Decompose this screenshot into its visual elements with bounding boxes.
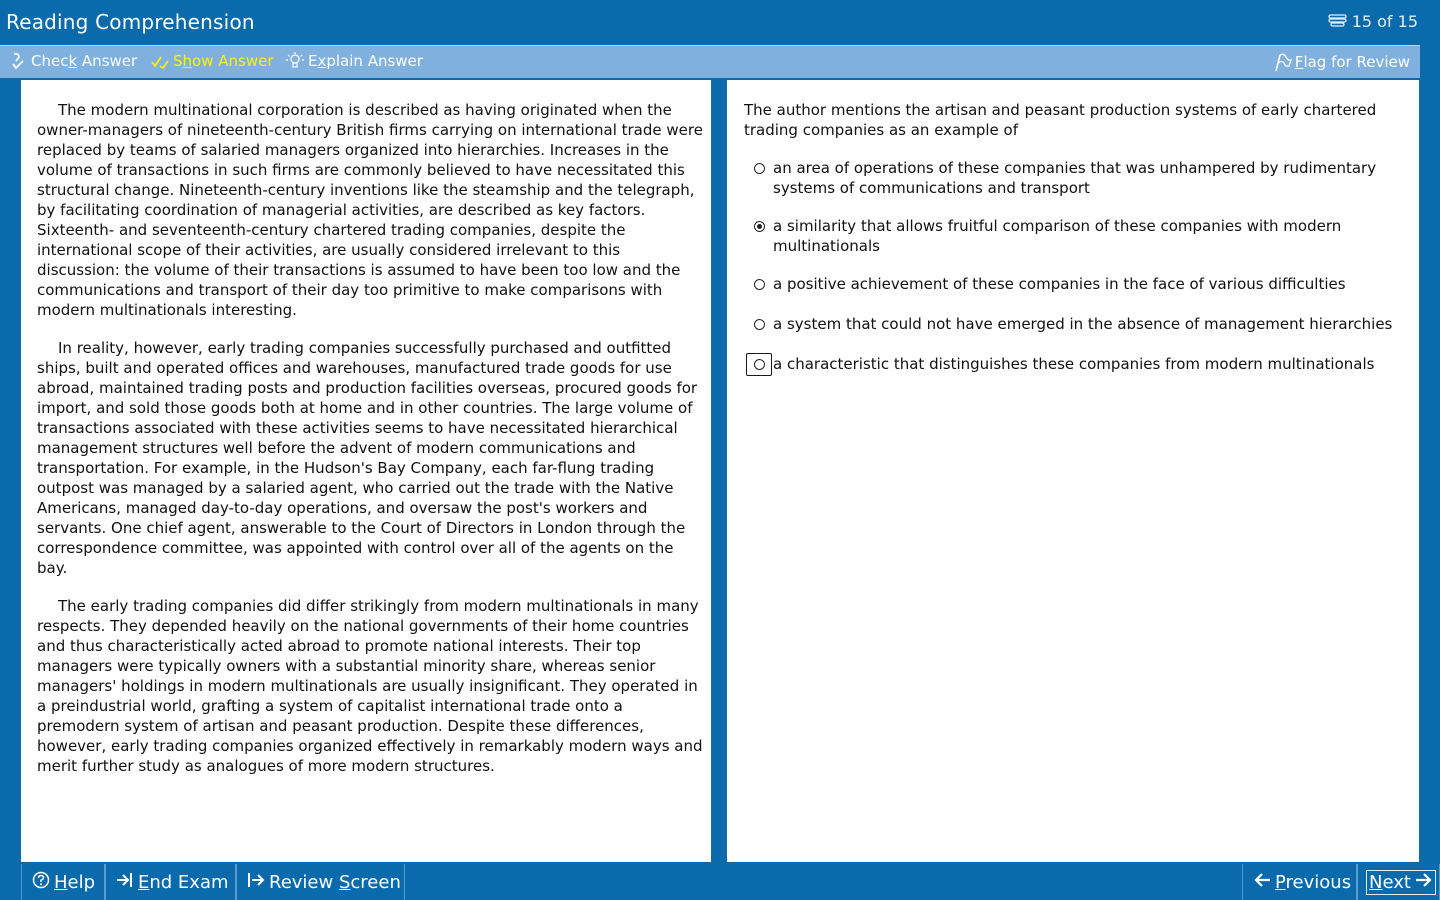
question-stem: The author mentions the artisan and peasant production systems of early chartered trading companies as an example of	[744, 101, 1377, 139]
answer-option-e[interactable]	[744, 354, 1409, 376]
show-answer-icon	[150, 52, 170, 70]
previous-button[interactable]	[1242, 864, 1357, 900]
answer-option-text: an area of operations of these companies that was unhampered by rudimentary systems of communications and transport	[773, 159, 1377, 197]
radio-button[interactable]	[746, 157, 772, 180]
explain-answer-button[interactable]	[285, 52, 423, 70]
flag-icon	[1272, 52, 1292, 72]
help-circle-icon	[32, 871, 50, 894]
lightbulb-icon	[285, 52, 305, 70]
answer-option-c[interactable]	[744, 274, 1409, 296]
bottom-navigation-bar	[21, 864, 1440, 900]
toolbar	[0, 45, 1420, 78]
question-counter	[1328, 12, 1418, 31]
answer-option-b[interactable]	[744, 216, 1409, 256]
passage-paragraph-2: In reality, however, early trading companies successfully purchased and outfitted ships, built and operated offices and warehouses, manufactured trade goods for use abroad, maintained trading posts and production facilities overseas, procured goods for import, and sold those goods both at home and in other countries. The large volume of transactions associated with these activities seems to have necessitated hierarchical management structures well before the advent of modern communications and transportation. For example, in the Hudson's Bay Company, each far-flung trading outpost was managed by a salaried agent, who carried out the trade with the Native Americans, managed day-to-day operations, and oversaw the post's workers and servants. One chief agent, answerable to the Court of Directors in London through the correspondence committee, was appointed with control over all of the agents on the bay.	[37, 339, 698, 577]
answer-option-d[interactable]	[744, 314, 1409, 336]
end-exam-icon	[116, 872, 134, 893]
next-button-focus	[1366, 870, 1436, 895]
passage	[21, 80, 711, 776]
end-exam-label: End Exam	[138, 871, 229, 893]
question-counter-text: 15 of 15	[1351, 12, 1418, 31]
passage-paragraph-3: The early trading companies did differ strikingly from modern multinationals in many respects. They depended heavily on the national governments of their home countries and thus characteristically acted abroad to promote national interests. Their top managers were typically owners with a substantial minority share, whereas senior managers' holdings in modern multinationals are usually insignificant. They operated in a preindustrial world, grafting a system of capitalist international trade onto a premodern system of artisan and peasant production. Despite these differences, however, early trading companies organized effectively in remarkably modern ways and merit further study as analogues of more modern structures.	[37, 597, 703, 775]
next-button[interactable]	[1357, 864, 1440, 900]
review-screen-button[interactable]	[236, 864, 405, 900]
check-answer-icon	[10, 52, 28, 70]
pages-icon	[1328, 12, 1348, 31]
answer-option-text: a characteristic that distinguishes these companies from modern multinationals	[773, 355, 1375, 373]
flag-for-review-button[interactable]	[1272, 52, 1410, 72]
check-answer-label: Check Answer	[31, 52, 138, 70]
previous-label: Previous	[1275, 871, 1352, 893]
answer-option-a[interactable]	[744, 158, 1409, 198]
check-answer-button[interactable]	[10, 52, 137, 70]
passage-panel[interactable]	[21, 80, 711, 862]
radio-button[interactable]	[746, 353, 772, 376]
answer-option-text: a similarity that allows fruitful comparison of these companies with modern multinationals	[773, 217, 1342, 255]
page-title: Reading Comprehension	[6, 10, 255, 34]
answer-option-text: a system that could not have emerged in the absence of management hierarchies	[773, 315, 1393, 333]
flag-for-review-label: Flag for Review	[1294, 53, 1410, 71]
help-label: Help	[54, 871, 96, 893]
end-exam-button[interactable]	[105, 864, 236, 900]
question-panel	[727, 80, 1419, 862]
radio-button[interactable]	[746, 215, 772, 238]
review-screen-icon	[247, 872, 265, 893]
review-screen-label: Review Screen	[269, 871, 401, 893]
radio-button[interactable]	[746, 313, 772, 336]
title-bar	[0, 0, 1440, 44]
question	[727, 80, 1419, 376]
next-label: Next	[1369, 871, 1411, 893]
radio-button[interactable]	[746, 273, 772, 296]
arrow-left-icon	[1253, 872, 1271, 893]
show-answer-label: Show Answer	[173, 52, 274, 70]
explain-answer-label: Explain Answer	[308, 52, 423, 70]
help-button[interactable]	[21, 864, 105, 900]
answer-option-text: a positive achievement of these companies in the face of various difficulties	[773, 275, 1346, 293]
show-answer-button[interactable]	[150, 52, 274, 70]
passage-paragraph-1: The modern multinational corporation is described as having originated when the owner-managers of nineteenth-century British firms carrying on international trade were replaced by teams of salaried managers organized into hierarchies. Increases in the volume of transactions in such firms are commonly believed to have necessitated this structural change. Nineteenth-century inventions like the steamship and the telegraph, by facilitating coordination of managerial activities, are described as key factors. Sixteenth- and seventeenth-century chartered trading companies, despite the international scope of their activities, are usually considered irrelevant to this discussion: the volume of their transactions is assumed to have been too low and the communications and transport of their day too primitive to make comparisons with modern multinationals interesting.	[37, 101, 703, 319]
arrow-right-icon	[1415, 872, 1433, 893]
